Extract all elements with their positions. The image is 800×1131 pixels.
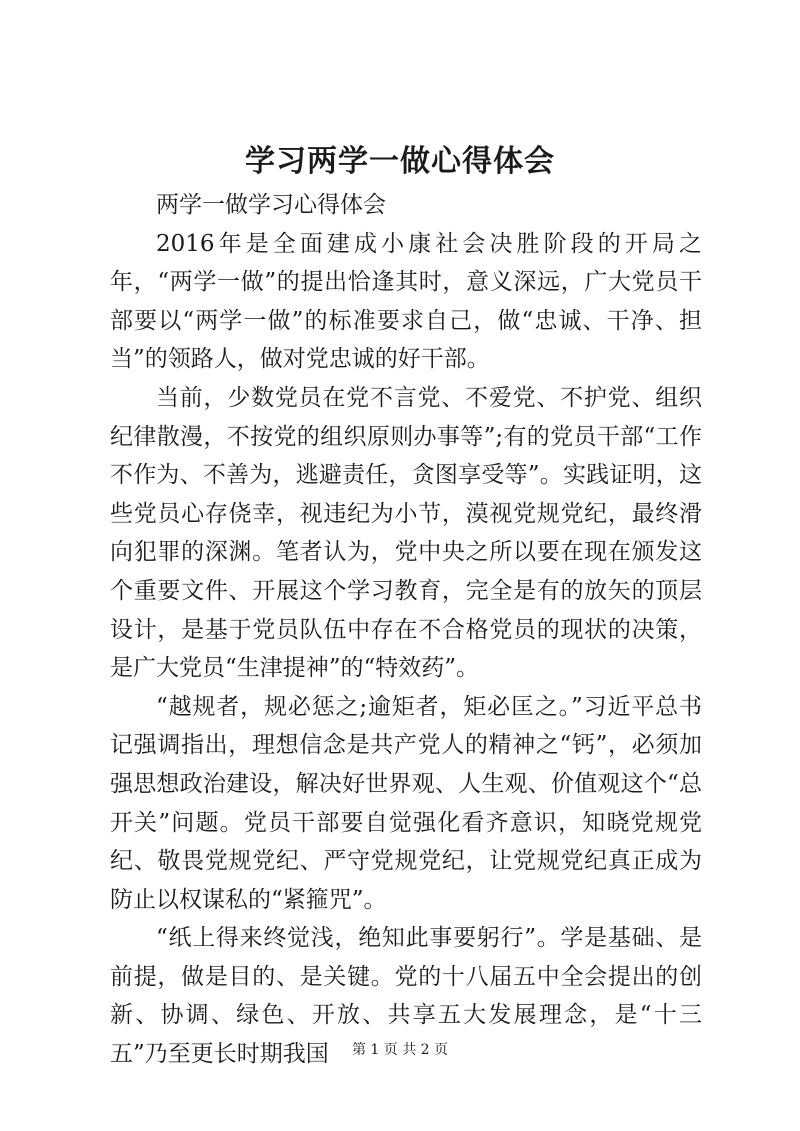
body-paragraph: “纸上得来终觉浅，绝知此事要躬行”。学是基础、是前提，做是目的、是关键。党的十八届五中全会提出的创新、协调、绿色、开放、共享五大发展理念，是“十三五”乃至更长时期我国 — [110, 925, 702, 1068]
body-paragraph: “越规者，规必惩之;逾矩者，矩必匡之。”习近平总书记强调指出，理想信念是共产党人的精神之“钙”，必须加强思想政治建设，解决好世界观、人生观、价值观这个“总开关”问题。党员干部要自觉强化看齐意识，知晓党规党纪、敬畏党规党纪、严守党规党纪，让党规党纪真正成为防止以权谋私的“紧箍咒”。 — [110, 693, 702, 913]
page-footer — [0, 1040, 800, 1060]
body-paragraph: 当前，少数党员在党不言党、不爱党、不护党、组织纪律散漫，不按党的组织原则办事等”;有的党员干部“工作不作为、不善为，逃避责任，贪图享受等”。实践证明，这些党员心存侥幸，视违纪为小节，漠视党规党纪，最终滑向犯罪的深渊。笔者认为，党中央之所以要在现在颁发这个重要文件、开展这个学习教育，完全是有的放矢的顶层设计，是基于党员队伍中存在不合格党员的现状的决策，是广大党员“生津提神”的“特效药”。 — [110, 384, 702, 682]
document-body — [110, 186, 702, 1074]
subtitle-paragraph: 两学一做学习心得体会 — [156, 192, 386, 218]
page-number: 第 1 页 共 2 页 — [351, 1042, 449, 1058]
body-paragraph: 2016年是全面建成小康社会决胜阶段的开局之年，“两学一做”的提出恰逢其时，意义深远，广大党员干部要以“两学一做”的标准要求自己，做“忠诚、干净、担当”的领路人，做对党忠诚的好干部。 — [110, 230, 702, 373]
document-title: 学习两学一做心得体会 — [245, 144, 555, 179]
